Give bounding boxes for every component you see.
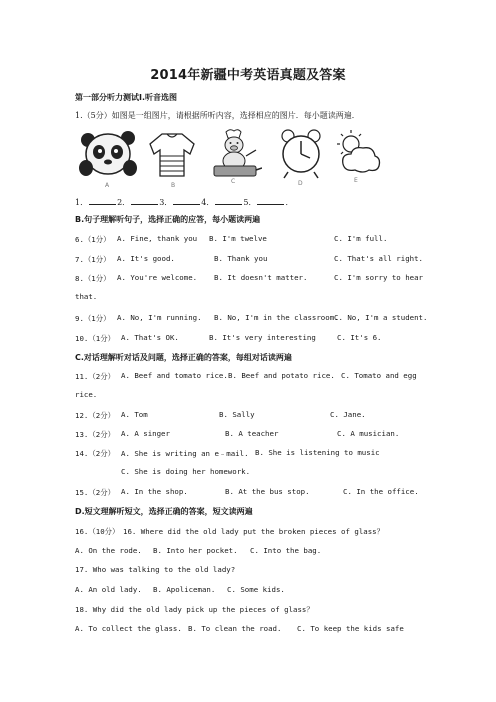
section-d-heading: D.短文理解听短文，选择正确的答案，短文读两遍 (75, 507, 253, 516)
q6-option-b: B. I'm twelve (209, 234, 267, 243)
question-12 (75, 410, 435, 420)
q13-number: 13.（2分） (75, 430, 115, 439)
q15-option-c: C. In the office. (343, 487, 419, 496)
q8-option-b: B. It doesn't matter. (214, 273, 308, 282)
q16-number: 16.（10分） (75, 527, 120, 536)
q7-number: 7.（1分） (75, 255, 111, 264)
q16-text: 16. Where did the old lady put the broken pieces of glass？ (123, 527, 385, 536)
page-title: 2014年新疆中考英语真题及答案 (150, 68, 346, 83)
question-9 (75, 313, 435, 323)
q18-options (75, 624, 435, 634)
answer-blank-1[interactable] (89, 196, 116, 205)
blank-end-mark: ． (285, 198, 294, 207)
q13-option-b: B. A teacher (225, 429, 279, 438)
q12-option-a: A. Tom (121, 410, 148, 419)
blank-label-4: 4． (201, 198, 215, 207)
q16-option-b: B. Into her pocket. (153, 546, 238, 555)
q11-option-a: A. Beef and tomato rice. (121, 371, 228, 380)
question-11 (75, 371, 435, 381)
q18-option-c: C. To keep the kids safe (297, 624, 404, 633)
q11-option-c: C. Tomato and egg (341, 371, 417, 380)
blank-label-3: 3． (159, 198, 173, 207)
q1-picture-row (78, 128, 378, 190)
q7-option-a: A. It's good. (117, 254, 175, 263)
q8-number: 8.（1分） (75, 274, 111, 283)
question-15 (75, 487, 435, 497)
answer-blank-5[interactable] (257, 196, 284, 205)
q17-option-b: B. Apoliceman. (153, 585, 216, 594)
q17-text: 17. Who was talking to the old lady? (75, 565, 236, 574)
q14-number: 14.（2分） (75, 449, 115, 458)
blank-label-2: 2． (117, 198, 131, 207)
question-16 (75, 526, 435, 536)
alarm-clock-icon (278, 128, 324, 180)
answer-blank-2[interactable] (131, 196, 158, 205)
q13-option-c: C. A musician. (337, 429, 400, 438)
q12-number: 12.（2分） (75, 411, 115, 420)
blank-label-1: 1． (75, 198, 89, 207)
question-7 (75, 254, 435, 264)
q17-options (75, 585, 435, 595)
q10-option-b: B. It's very interesting (209, 333, 316, 342)
picture-label-b: B (171, 182, 176, 189)
picture-label-c: C (231, 178, 236, 185)
q17-option-a: A. An old lady. (75, 585, 142, 594)
q11-number: 11.（2分） (75, 372, 115, 381)
sun-cloud-icon (333, 128, 381, 180)
q1-prompt: 1.（5分）如图是一组图片，请根据所听内容，选择相应的图片．每小题读两遍． (75, 111, 360, 120)
answer-blank-3[interactable] (173, 196, 200, 205)
q9-option-b: B. No, I'm in the classroom. (214, 313, 339, 322)
picture-label-d: D (298, 180, 303, 187)
q15-option-a: A. In the shop. (121, 487, 188, 496)
q10-option-a: A. That's OK. (121, 333, 179, 342)
q18-option-b: B. To clean the road. (188, 624, 282, 633)
q6-number: 6.（1分） (75, 235, 111, 244)
q16-options (75, 546, 435, 556)
sweater-icon (148, 128, 196, 180)
q8-option-a: A. You're welcome. (117, 273, 198, 282)
q18-option-a: A. To collect the glass. (75, 624, 182, 633)
q14-option-b: B. She is listening to music (255, 448, 380, 457)
q8-continuation: that. (75, 292, 98, 301)
q7-option-b: B. Thank you (214, 254, 268, 263)
question-13 (75, 429, 435, 439)
q7-option-c: C. That's all right. (334, 254, 423, 263)
q11-option-b: B. Beef and potato rice. (228, 371, 335, 380)
question-10 (75, 333, 435, 343)
q12-option-b: B. Sally (219, 410, 255, 419)
question-8 (75, 273, 435, 283)
q10-number: 10.（1分） (75, 334, 115, 343)
q10-option-c: C. It's 6. (337, 333, 382, 342)
q16-option-a: A. On the rode. (75, 546, 142, 555)
q6-option-c: C. I'm full. (334, 234, 388, 243)
pig-cooking-icon (208, 128, 262, 180)
section-c-heading: C.对话理解听对话及问题，选择正确的答案，每组对话读两遍 (75, 353, 292, 362)
section-b-heading: B.句子理解听句子，选择正确的应答，每小题读两遍 (75, 215, 261, 224)
q15-number: 15.（2分） (75, 488, 115, 497)
picture-label-e: E (354, 177, 358, 184)
q15-option-b: B. At the bus stop. (225, 487, 310, 496)
q14-option-c: C. She is doing her homework. (121, 467, 251, 476)
q8-option-c: C. I'm sorry to hear (334, 273, 423, 282)
question-14 (75, 448, 435, 458)
q9-option-a: A. No, I'm running. (117, 313, 202, 322)
q11-continuation: rice. (75, 390, 98, 399)
q9-number: 9.（1分） (75, 314, 111, 323)
q12-option-c: C. Jane. (330, 410, 366, 419)
q16-option-c: C. Into the bag. (250, 546, 322, 555)
part1-heading: 第一部分听力测试Ⅰ.听音选图 (75, 93, 178, 102)
question-6 (75, 234, 435, 244)
q9-option-c: C. No, I'm a student. (334, 313, 428, 322)
q14-option-a: A. She is writing an e﹣mail. (121, 449, 249, 458)
panda-icon (78, 128, 140, 180)
q13-option-a: A. A singer (121, 429, 170, 438)
blank-label-5: 5． (243, 198, 257, 207)
answer-blank-4[interactable] (215, 196, 242, 205)
q17-option-c: C. Some kids. (227, 585, 285, 594)
q1-answer-blanks (75, 196, 293, 208)
q6-option-a: A. Fine, thank you (117, 234, 198, 243)
q18-text: 18. Why did the old lady pick up the pieces of glass？ (75, 605, 314, 614)
picture-label-a: A (105, 182, 110, 189)
